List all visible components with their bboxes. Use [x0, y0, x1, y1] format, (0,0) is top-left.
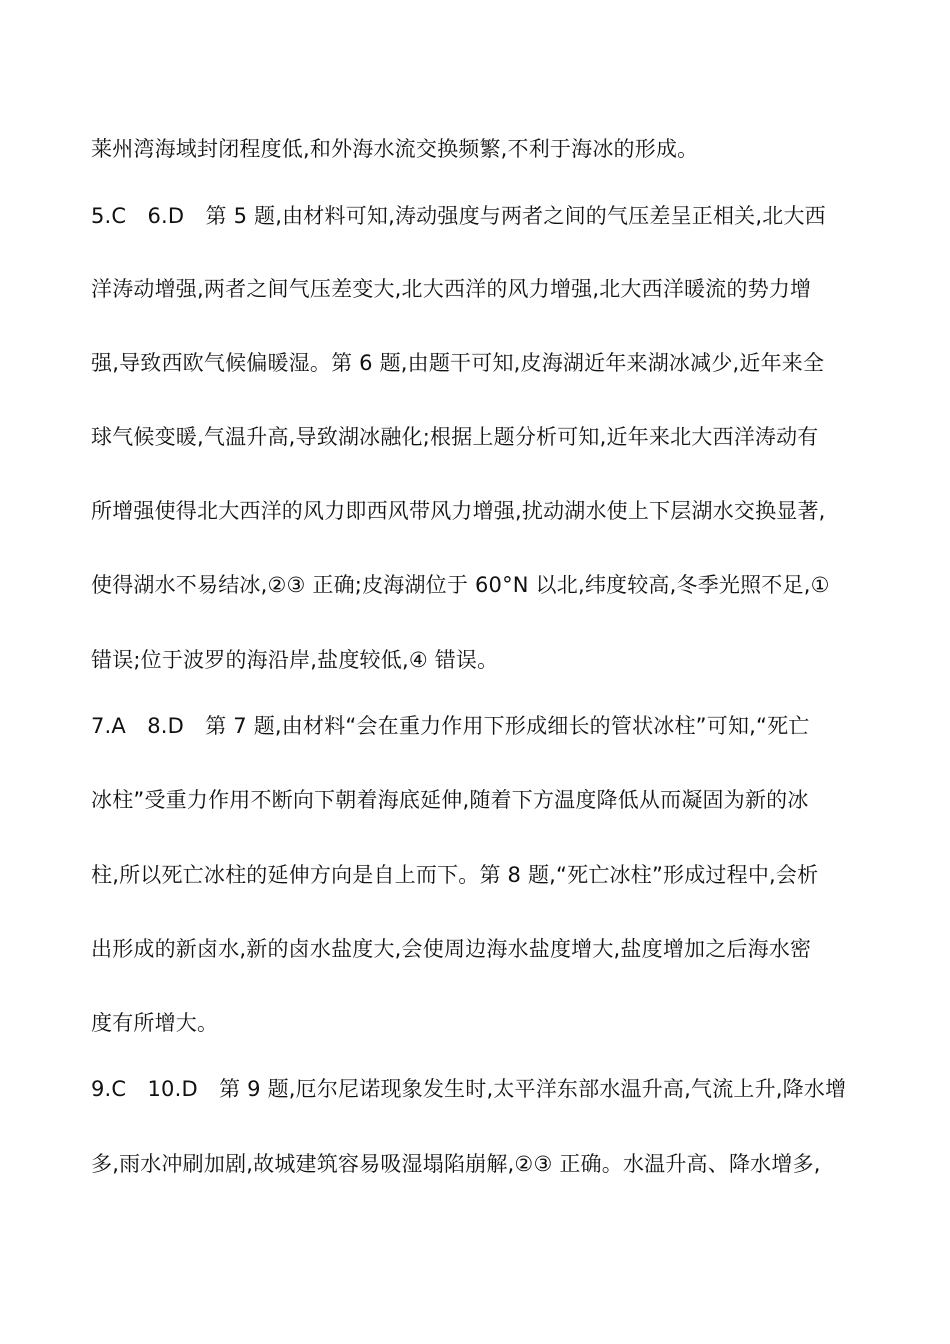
text-line: 错误;位于波罗的海沿岸,盐度较低,④ 错误。 [91, 648, 499, 672]
text-line: 柱,所以死亡冰柱的延伸方向是自上而下。第 8 题,“死亡冰柱”形成过程中,会析 [91, 863, 819, 887]
text-line: 洋涛动增强,两者之间气压差变大,北大西洋的风力增强,北大西洋暖流的势力增 [91, 277, 812, 301]
text-line: 球气候变暖,气温升高,导致湖冰融化;根据上题分析可知,近年来北大西洋涛动有 [91, 425, 819, 449]
text-line: 多,雨水冲刷加剧,故城建筑容易吸湿塌陷崩解,②③ 正确。水温升高、降水增多, [91, 1152, 821, 1176]
text-line: 度有所增大。 [91, 1011, 219, 1035]
text-line: 强,导致西欧气候偏暖湿。第 6 题,由题干可知,皮海湖近年来湖冰减少,近年来全 [91, 351, 825, 375]
text-line: 冰柱”受重力作用不断向下朝着海底延伸,随着下方温度降低从而凝固为新的冰 [91, 788, 809, 812]
text-line: 9.C 10.D 第 9 题,厄尔尼诺现象发生时,太平洋东部水温升高,气流上升,降水增 [91, 1077, 847, 1101]
text-line: 出形成的新卤水,新的卤水盐度大,会使周边海水盐度增大,盐度增加之后海水密 [91, 937, 812, 961]
text-line: 使得湖水不易结冰,②③ 正确;皮海湖位于 60°N 以北,纬度较高,冬季光照不足,① [91, 573, 830, 597]
text-line: 所增强使得北大西洋的风力即西风带风力增强,扰动湖水使上下层湖水交换显著, [91, 499, 826, 523]
text-line: 7.A 8.D 第 7 题,由材料“会在重力作用下形成细长的管状冰柱”可知,“死亡 [91, 714, 810, 738]
text-line: 莱州湾海域封闭程度低,和外海水流交换频繁,不利于海冰的形成。 [91, 137, 699, 161]
text-line: 5.C 6.D 第 5 题,由材料可知,涛动强度与两者之间的气压差呈正相关,北大西 [91, 204, 826, 228]
